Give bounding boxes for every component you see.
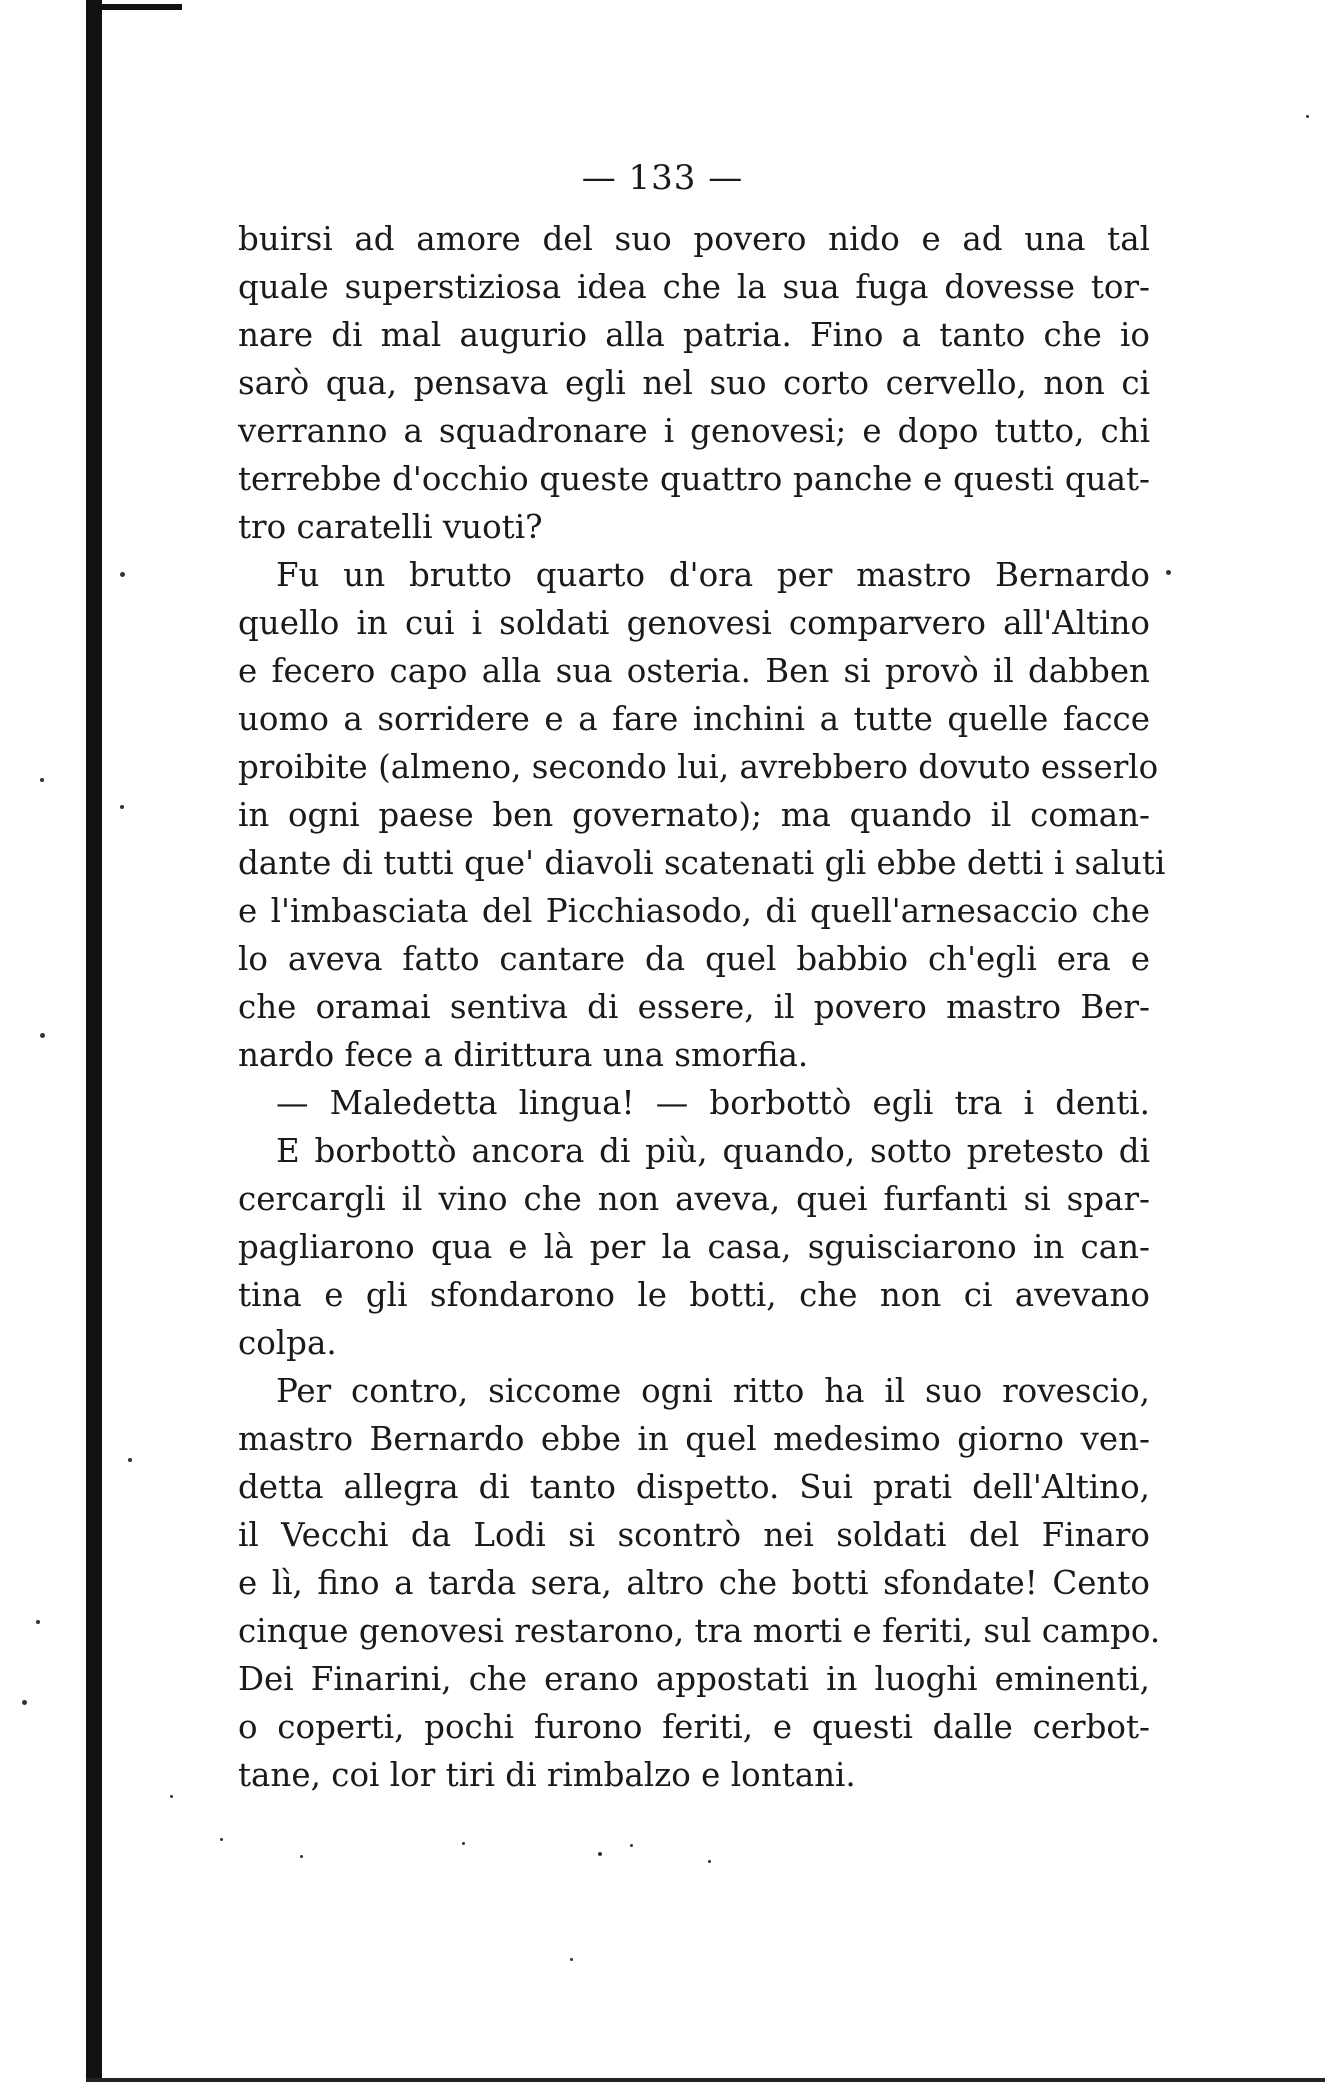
scan-speck (220, 1838, 223, 1841)
text-line: e lì, fino a tarda sera, altro che botti sfondate! Cento (238, 1564, 1150, 1602)
scan-speck (708, 1860, 711, 1863)
text-line: sarò qua, pensava egli nel suo corto cervello, non ci (238, 364, 1150, 402)
text-line: il Vecchi da Lodi si scontrò nei soldati del Finaro (238, 1516, 1150, 1554)
scan-speck (630, 1844, 633, 1847)
binding-edge-top (86, 4, 182, 10)
text-line: detta allegra di tanto dispetto. Sui prati dell'Altino, (238, 1468, 1150, 1506)
page-number: — 133 — (581, 158, 744, 198)
bottom-edge-rule (86, 2078, 1325, 2082)
text-line: e fecero capo alla sua osteria. Ben si provò il dabben (238, 652, 1150, 690)
scan-speck (570, 1958, 573, 1961)
scan-speck (462, 1842, 465, 1845)
scan-speck (598, 1852, 602, 1856)
text-line: che oramai sentiva di essere, il povero mastro Ber- (238, 988, 1150, 1026)
scan-speck (36, 1620, 40, 1624)
scan-speck (170, 1795, 173, 1798)
scan-speck (1166, 570, 1171, 575)
text-line: dante di tutti que' diavoli scatenati gli ebbe detti i saluti (238, 844, 1166, 882)
text-line: pagliarono qua e là per la casa, sguisciarono in can- (238, 1228, 1150, 1266)
scan-speck (120, 572, 125, 577)
text-line: o coperti, pochi furono feriti, e questi dalle cerbot- (238, 1708, 1150, 1746)
text-line: cinque genovesi restarono, tra morti e feriti, sul campo. (238, 1612, 1161, 1650)
text-line: quello in cui i soldati genovesi comparvero all'Altino (238, 604, 1150, 642)
text-line: nare di mal augurio alla patria. Fino a tanto che io (238, 316, 1150, 354)
text-line: quale superstiziosa idea che la sua fuga dovesse tor- (238, 268, 1150, 306)
scan-speck (40, 1033, 45, 1038)
text-line: — Maledetta lingua! — borbottò egli tra i denti. (276, 1084, 1150, 1122)
text-line: lo aveva fatto cantare da quel babbio ch'egli era e (238, 940, 1150, 978)
scan-speck (22, 1700, 27, 1705)
text-line: e l'imbasciata del Picchiasodo, di quell'arnesaccio che (238, 892, 1150, 930)
text-line: colpa. (238, 1324, 337, 1362)
text-line: Fu un brutto quarto d'ora per mastro Bernardo (276, 556, 1150, 594)
text-line: tro caratelli vuoti? (238, 508, 543, 546)
text-line: Dei Finarini, che erano appostati in luoghi eminenti, (238, 1660, 1150, 1698)
text-line: tane, coi lor tiri di rimbalzo e lontani. (238, 1756, 856, 1794)
scan-speck (300, 1855, 303, 1858)
scan-speck (120, 805, 124, 809)
scan-speck (40, 778, 44, 782)
text-line: proibite (almeno, secondo lui, avrebbero dovuto esserlo (238, 748, 1159, 786)
text-line: terrebbe d'occhio queste quattro panche e questi quat- (238, 460, 1150, 498)
text-line: cercargli il vino che non aveva, quei furfanti si spar- (238, 1180, 1150, 1218)
text-line: Per contro, siccome ogni ritto ha il suo rovescio, (276, 1372, 1150, 1410)
text-line: nardo fece a dirittura una smorfia. (238, 1036, 809, 1074)
text-line: uomo a sorridere e a fare inchini a tutte quelle facce (238, 700, 1150, 738)
text-line: in ogni paese ben governato); ma quando il coman- (238, 796, 1150, 834)
text-line: buirsi ad amore del suo povero nido e ad una tal (238, 220, 1150, 258)
scan-speck (128, 1458, 132, 1462)
text-line: verranno a squadronare i genovesi; e dopo tutto, chi (238, 412, 1150, 450)
text-line: E borbottò ancora di più, quando, sotto pretesto di (276, 1132, 1150, 1170)
body-text (238, 215, 1166, 1799)
scan-speck (1306, 115, 1309, 118)
binding-edge (86, 0, 102, 2082)
text-line: tina e gli sfondarono le botti, che non ci avevano (238, 1276, 1150, 1314)
text-line: mastro Bernardo ebbe in quel medesimo giorno ven- (238, 1420, 1150, 1458)
